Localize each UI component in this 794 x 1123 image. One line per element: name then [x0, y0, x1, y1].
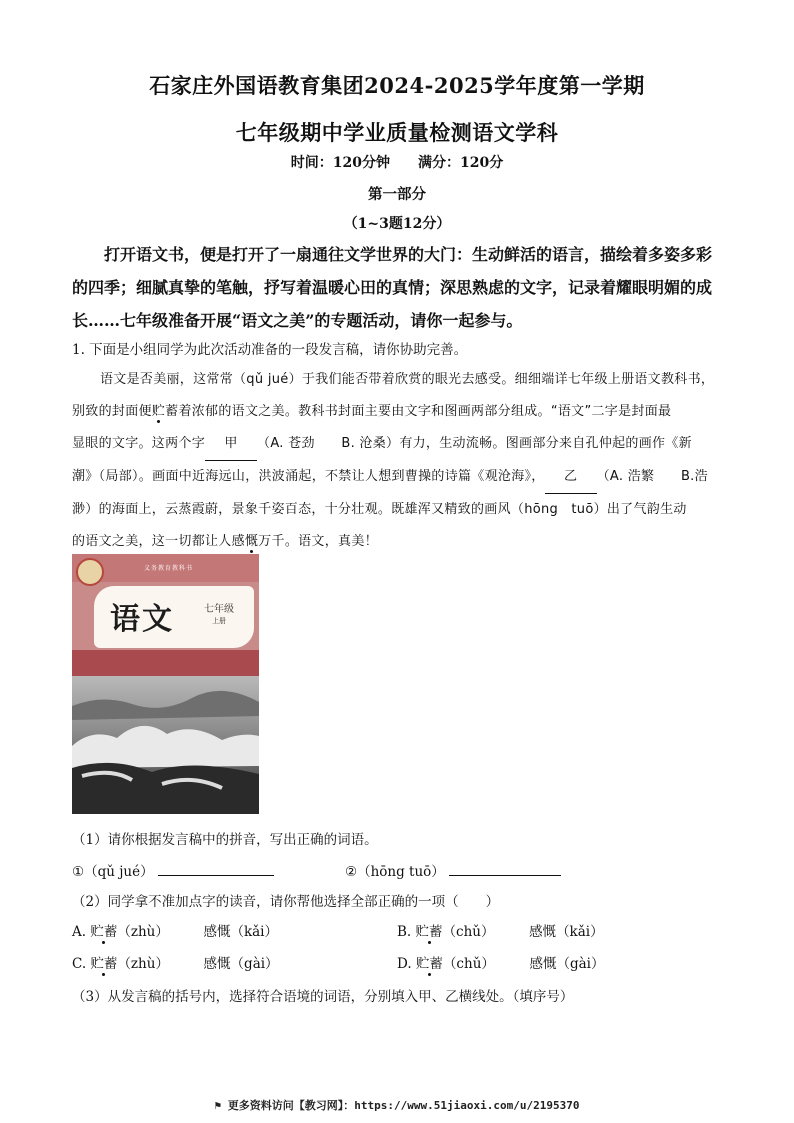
passage-text: 感: [231, 534, 245, 549]
option-word: 贮蓄: [90, 924, 118, 940]
cover-title: 语文: [110, 602, 174, 637]
option-word: 贮蓄: [415, 924, 443, 940]
sub1-item-a: [72, 860, 274, 880]
question-1-stem: 1. 下面是小组同学为此次活动准备的一段发言稿，请你协助完善。: [72, 342, 468, 358]
option-pinyin: （gài）: [230, 956, 279, 972]
sub3-prompt: （3）从发言稿的括号内，选择符合语境的词语，分别填入甲、乙横线处。（填序号）: [72, 989, 574, 1005]
passage-text: （A. 浩繁 B.浩: [596, 469, 708, 484]
cover-series: 义务教育教科书: [144, 565, 194, 572]
passage-line: [72, 461, 732, 494]
option-pinyin: （zhù）: [117, 924, 169, 940]
option-label: A.: [72, 924, 87, 940]
part-heading: 第一部分: [368, 186, 426, 203]
sub1-prompt: （1）请你根据发言稿中的拼音，写出正确的词语。: [72, 832, 378, 848]
option-a[interactable]: [72, 920, 278, 940]
cover-grade: 七年级: [204, 604, 234, 615]
cover-seascape-painting: [72, 676, 259, 814]
passage-line: 渺）的海面上，云蒸霞蔚，景象千姿百态，十分壮观。既雄浑又精致的画风（hōng tuō）出了气韵生动: [72, 502, 687, 517]
answer-blank[interactable]: [449, 863, 561, 876]
footer-text: 更多资料访问【教习网】：https://www.51jiaoxi.com/u/2195370: [227, 1099, 580, 1112]
passage-line: [72, 396, 732, 428]
passage-text: 着浓郁的语文之美。教科书封面主要由文字和图画两部分组成。“语文”二字是封面最: [178, 404, 672, 419]
pinyin-label: ①（qǔ jué）: [72, 864, 154, 880]
cover-title-card: [94, 586, 254, 648]
blank-yi[interactable]: 乙: [545, 461, 597, 494]
option-b[interactable]: [397, 920, 604, 940]
dotted-char: 贮: [151, 404, 166, 419]
option-word: 感慨: [203, 924, 231, 940]
option-c[interactable]: [72, 952, 279, 972]
footer-link[interactable]: [0, 1097, 794, 1113]
page-title: 石家庄外国语教育集团2024-2025学年度第一学期: [149, 73, 645, 98]
option-word: 感慨: [529, 956, 557, 972]
pinyin-label: ②（hōng tuō）: [345, 864, 445, 880]
option-pinyin: （chǔ）: [442, 924, 495, 940]
sub2-prompt: （2）同学拿不准加点字的读音，请你帮他选择全部正确的一项（ ）: [72, 894, 500, 910]
option-word: 贮蓄: [415, 956, 443, 972]
option-pinyin: （gài）: [556, 956, 605, 972]
page-subtitle: 七年级期中学业质量检测语文学科: [235, 120, 559, 145]
intro-paragraph: [72, 238, 732, 337]
passage-text: 蓄: [165, 404, 179, 419]
part-range: （1~3题12分）: [343, 216, 451, 232]
textbook-cover-image: [72, 554, 259, 814]
answer-blank[interactable]: [158, 863, 274, 876]
exam-info: 时间：120分钟 满分：120分: [290, 155, 504, 171]
cover-volume: 上册: [212, 617, 226, 625]
sub1-item-b: [345, 860, 561, 880]
passage-text: 的语文之美，这一切都让人: [72, 534, 232, 549]
option-pinyin: （zhù）: [117, 956, 169, 972]
option-label: B.: [397, 924, 412, 940]
passage-line: 语文是否美丽，这常常（qǔ jué）于我们能否带着欣赏的眼光去感受。细细端详七年级上册语文教科书，: [100, 372, 715, 387]
option-word: 感慨: [529, 924, 557, 940]
flag-icon: ⚑: [214, 1099, 228, 1112]
intro-line: 的四季；细腻真挚的笔触，抒写着温暖心田的真情；深思熟虑的文字，记录着耀眼明媚的成: [72, 278, 713, 297]
option-label: C.: [72, 956, 87, 972]
passage-text: （A. 苍劲 B. 沧桑）有力，生动流畅。图画部分来自孔仲起的画作《新: [257, 436, 692, 451]
passage-text: 别致的封面便: [72, 404, 152, 419]
intro-line: 打开语文书，便是打开了一扇通往文学世界的大门：生动鲜活的语言，描绘着多姿多彩: [104, 245, 713, 264]
wave-illustration: [72, 676, 259, 814]
option-pinyin: （kǎi）: [556, 924, 604, 940]
passage-line: [72, 428, 732, 461]
intro-line: 长……七年级准备开展“语文之美”的专题活动，请你一起参与。: [72, 311, 523, 330]
passage-text: 显眼的文字。这两个字: [72, 436, 206, 451]
option-label: D.: [397, 956, 412, 972]
publisher-emblem-icon: [76, 558, 104, 586]
option-d[interactable]: [397, 952, 605, 972]
option-word: 感慨: [203, 956, 231, 972]
passage-text: 万千。语文，真美！: [258, 534, 378, 549]
passage-text: 潮》（局部）。画面中近海远山，洪波涌起，不禁让人想到曹操的诗篇《观沧海》，: [72, 469, 545, 484]
speech-passage: [72, 364, 732, 558]
option-pinyin: （chǔ）: [442, 956, 495, 972]
cover-red-bar: [72, 650, 259, 676]
dotted-char: 慨: [244, 534, 259, 549]
blank-jia[interactable]: 甲: [205, 428, 257, 461]
option-word: 贮蓄: [90, 956, 118, 972]
option-pinyin: （kǎi）: [230, 924, 278, 940]
